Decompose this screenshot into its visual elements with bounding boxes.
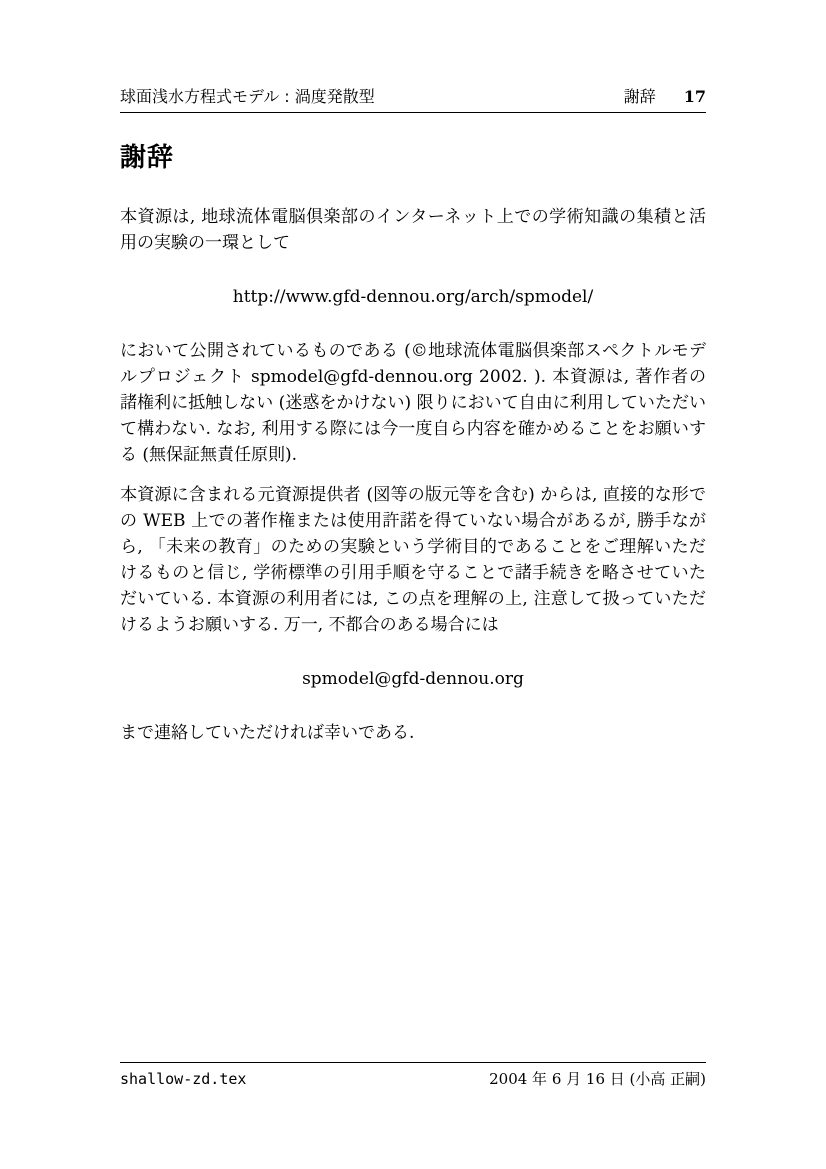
page-header bbox=[120, 84, 706, 113]
header-section-name: 謝辞 bbox=[623, 87, 656, 106]
header-page-number: 17 bbox=[683, 87, 706, 106]
contact-email: spmodel@gfd-dennou.org bbox=[302, 669, 524, 689]
paragraph-license: において公開されているものである (©地球流体電脳倶楽部スペクトルモデルプロジェクト spmodel@gfd-dennou.org 2002. ). 本資源は, 著作者の諸権利に抵触しない (迷惑をかけない) 限りにおいて自由に利用していただいて構わない. なお, 利用する際には今一度自ら内容を確かめることをお願いする (無保証無責任原則). bbox=[120, 341, 706, 465]
header-document-title: 球面浅水方程式モデル : 渦度発散型 bbox=[120, 87, 375, 106]
footer-filename: shallow-zd.tex bbox=[120, 1070, 247, 1088]
footer-date-author: 2004 年 6 月 16 日 (小高 正嗣) bbox=[489, 1070, 706, 1088]
header-right-group bbox=[624, 84, 706, 107]
paragraph-source-providers: 本資源に含まれる元資源提供者 (図等の版元等を含む) からは, 直接的な形での WEB 上での著作権または使用許諾を得ていない場合があるが, 勝手ながら, 「未来の教育」のための実験という学術目的であることをご理解いただけるものと信じ, 学術標準の引用手順を守ることで諸手続きを略させていただいている. 本資源の利用者には, この点を理解の上, 注意して扱っていただけるようお願いする. 万一, 不都合のある場合には bbox=[120, 485, 706, 635]
project-url: http://www.gfd-dennou.org/arch/spmodel/ bbox=[232, 287, 594, 307]
paragraph-closing: まで連絡していただければ幸いである. bbox=[120, 723, 415, 743]
section-title: 謝辞 bbox=[120, 143, 175, 173]
page-footer bbox=[120, 1062, 706, 1089]
paragraph-intro: 本資源は, 地球流体電脳倶楽部のインターネット上での学術知識の集積と活用の実験の一環として bbox=[120, 207, 706, 253]
body-text bbox=[120, 190, 706, 760]
